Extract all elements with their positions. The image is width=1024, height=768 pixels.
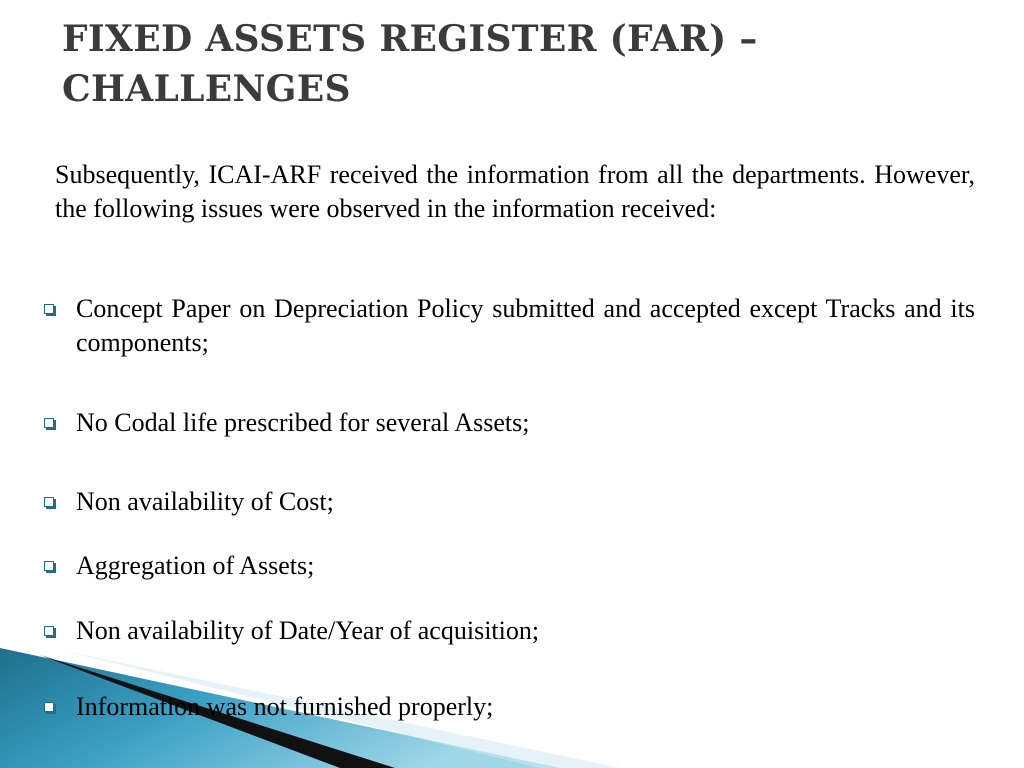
- bullet-text: No Codal life prescribed for several Assets;: [76, 408, 530, 437]
- square-bullet-icon: [44, 497, 54, 507]
- slide-title: [62, 14, 962, 114]
- square-bullet-icon: [44, 418, 54, 428]
- intro-paragraph: Subsequently, ICAI-ARF received the information from all the departments. However, the following issues were observed in the information received:: [55, 160, 975, 223]
- bullet-text: Non availability of Date/Year of acquisition;: [76, 616, 540, 645]
- bullet-text: Non availability of Cost;: [76, 487, 334, 516]
- bullet-item: [44, 690, 975, 724]
- bullet-text: Information was not furnished properly;: [76, 692, 494, 721]
- slide-title-line-1: FIXED ASSETS REGISTER (FAR) –: [62, 18, 758, 60]
- square-bullet-icon: [44, 304, 54, 314]
- square-bullet-icon: [44, 561, 54, 571]
- bullet-text: Concept Paper on Depreciation Policy submitted and accepted except Tracks and its components;: [76, 294, 975, 357]
- bullet-item: [44, 549, 975, 583]
- square-bullet-icon: [44, 626, 54, 636]
- slide-title-line-2: CHALLENGES: [62, 68, 351, 110]
- square-bullet-icon: [44, 702, 54, 712]
- bullet-item: [44, 485, 975, 519]
- bullet-item: [44, 292, 975, 360]
- bullet-item: [44, 406, 975, 440]
- bullet-item: [44, 614, 975, 648]
- bullet-text: Aggregation of Assets;: [76, 551, 315, 580]
